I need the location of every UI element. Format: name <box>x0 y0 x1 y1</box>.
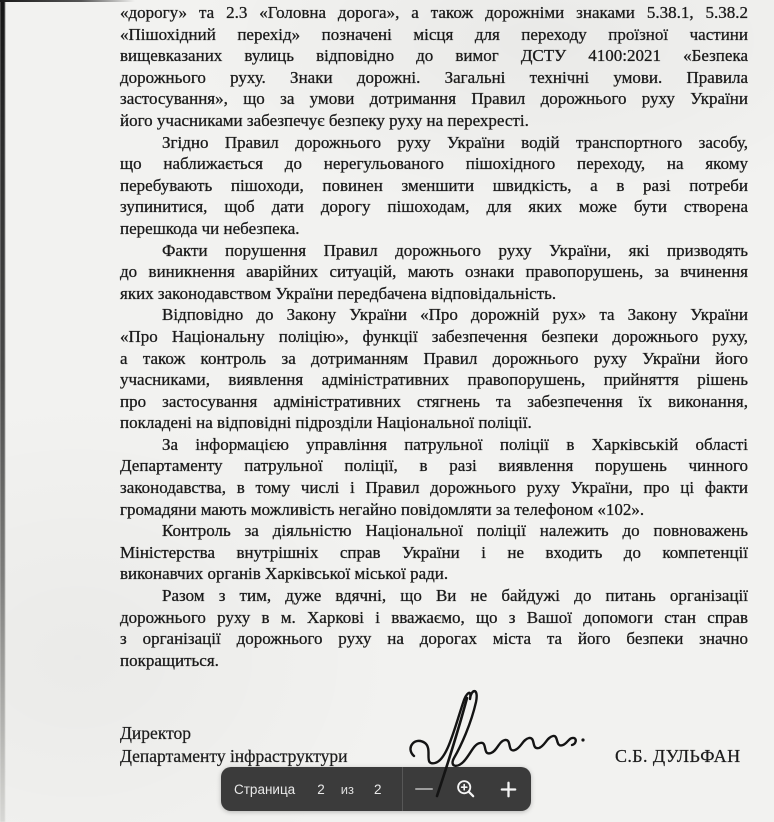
text-line: Згідно Правил дорожнього руху України водій транспортного засобу, <box>162 132 748 152</box>
signoff-title-line1: Директор <box>120 723 192 743</box>
text-line: учасниками, виявлення адміністративних правопорушень, прийняття рішень <box>120 370 748 390</box>
text-line: його учасниками забезпечує безпеку руху на перехресті. <box>120 110 529 130</box>
text-line: «Пішохідний перехід» позначені місця для переходу проїзної частини <box>120 24 748 44</box>
magnifier-zoom-button[interactable] <box>445 767 487 811</box>
minus-icon <box>415 788 433 791</box>
document-text <box>120 2 748 671</box>
text-line: Міністерства внутрішніх справ України і не входить до компетенції <box>120 542 748 562</box>
text-line: про застосування адміністративних стягнень та забезпечення їх виконання, <box>120 391 748 411</box>
text-line: Разом з тим, дуже вдячні, що Ви не байдужі до питань організації <box>162 586 748 606</box>
text-line: яких законодавством України передбачена відповідальність. <box>120 283 557 303</box>
scan-left-edge <box>0 0 5 822</box>
page-label: Страница <box>234 781 296 797</box>
text-line: застосування», що за умови дотримання Правил дорожнього руху України <box>120 89 748 109</box>
page-number-input[interactable]: 2 <box>317 781 325 797</box>
page-of-label: из <box>340 781 354 797</box>
text-line: а також контроль за дотриманням Правил дорожнього руху України його <box>120 348 748 368</box>
zoom-in-button[interactable] <box>487 767 529 811</box>
text-line: За інформацією управління патрульної поліції в Харківській області <box>162 434 748 454</box>
text-line: «Про Національну поліцію», функції забезпечення безпеки дорожнього руху, <box>120 326 748 346</box>
text-line: перешкода чи небезпека. <box>120 218 300 238</box>
text-line: покращиться. <box>120 650 219 670</box>
text-line: дорожнього руху в м. Харкові і вважаємо, що з Вашої допомоги стан справ <box>120 607 748 627</box>
text-line: Відповідно до Закону України «Про дорожній рух» та Закону України <box>162 305 748 325</box>
text-line: громадяни мають можливість негайно повідомляти за телефоном «102». <box>120 499 645 519</box>
plus-icon <box>500 781 517 798</box>
text-line: покладені на відповідні підрозділи Національної поліції. <box>120 413 532 433</box>
text-line: виконавчих органів Харківської міської ради. <box>120 564 449 584</box>
text-line: перебувають пішоходи, повинен зменшити швидкість, а в разі потреби <box>120 175 748 195</box>
signoff-title <box>120 722 347 768</box>
zoom-out-button[interactable] <box>403 767 445 811</box>
text-line: з організації дорожнього руху на дорогах міста та його безпеки значно <box>120 629 748 649</box>
signoff-title-line2: Департаменту інфраструктури <box>120 746 348 766</box>
text-line: дорожнього руху. Знаки дорожні. Загальні технічні умови. Правила <box>120 67 748 87</box>
page-total: 2 <box>373 781 382 797</box>
magnifier-plus-icon <box>456 779 476 799</box>
text-line: до виникнення аварійних ситуацій, мають ознаки правопорушень, за вчинення <box>120 262 748 282</box>
page-nav-group <box>221 782 381 797</box>
text-line: законодавства, в тому числі і Правил дорожнього руху України, про ці факти <box>120 478 748 498</box>
zoom-controls-group <box>403 767 529 811</box>
pdf-viewer-toolbar <box>221 767 531 811</box>
signoff-name: С.Б. ДУЛЬФАН <box>615 746 741 766</box>
text-line: Департаменту патрульної поліції, в разі виявлення порушень чинного <box>120 456 748 476</box>
text-line: Контроль за діяльністю Національної поліції належить до повноважень <box>162 521 748 541</box>
text-line: зупинитися, щоб дати дорогу пішоходам, для яких може бути створена <box>120 197 748 217</box>
text-line: вищевказаних вулиць відповідно до вимог ДСТУ 4100:2021 «Безпека <box>120 46 748 66</box>
text-line: що наближається до нерегульованого пішохідного переходу, на якому <box>120 154 748 174</box>
text-line: Факти порушення Правил дорожнього руху України, які призводять <box>162 240 748 260</box>
text-line: «дорогу» та 2.3 «Головна дорога», а також дорожніми знаками 5.38.1, 5.38.2 <box>120 3 748 22</box>
scan-top-edge <box>0 0 135 2</box>
